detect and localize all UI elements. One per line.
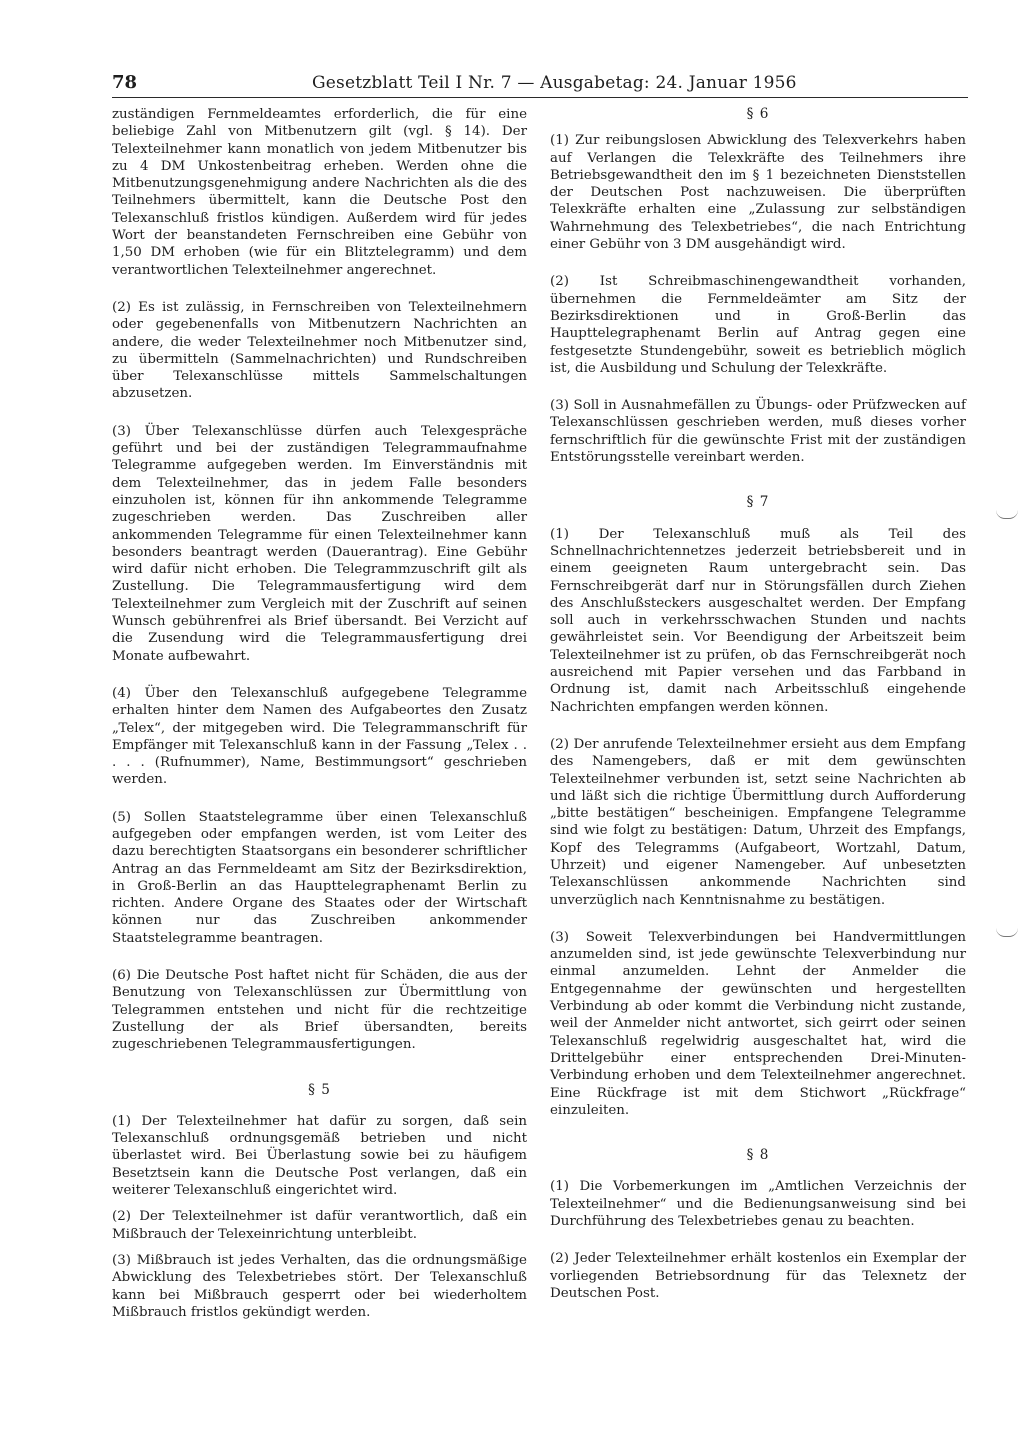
paragraph-6-2: (2) Ist Schreibmaschinengewandtheit vorhanden, übernehmen die Fernmeldeämter am Sitz der Bezirksdirektionen und in Groß-Berlin das Haupttelegraphenamt Berlin auf Antrag gegen eine festgesetzte Stundengebühr, soweit es betrieblich möglich ist, die Ausbildung und Schulung der Telexkräfte. — [550, 274, 966, 376]
paragraph-continuation: zuständigen Fernmeldeamtes erforderlich, die für eine beliebige Zahl von Mitbenutzern gilt (vgl. § 14). Der Telexteilnehmer kann monatlich von jedem Mitbenutzer bis zu 4 DM Unkostenbeitrag erheben. Werden ohne die Mitbenutzungsgenehmigung andere Nachrichten als die des Teilnehmers übermittelt, kann die Deutsche Post den Telexanschluß fristlos kündigen. Außerdem wird für jedes Wort der beanstandeten Fernschreiben eine Gebühr von 1,50 DM erhoben (wie für ein Blitztelegramm) und dem verantwortlichen Telexteilnehmer angerechnet. — [112, 107, 527, 278]
paragraph-5-3: (3) Mißbrauch ist jedes Verhalten, das die ordnungsmäßige Abwicklung des Telexbetriebes stört. Der Telexanschluß kann bei Mißbrauch gesperrt oder bei wiederholtem Mißbrauch fristlos gekündigt werden. — [112, 1252, 527, 1320]
paragraph-8-2: (2) Jeder Telexteilnehmer erhält kostenlos ein Exemplar der vorliegenden Betriebsordnung für das Telexnetz der Deutschen Post. — [550, 1251, 966, 1301]
paragraph-5-1: (1) Der Telexteilnehmer hat dafür zu sorgen, daß sein Telexanschluß ordnungsgemäß betrieben und nicht überlastet wird. Bei Überlastung sowie bei zu häufigem Besetztsein kann die Deutsche Post verlangen, daß ein weiterer Telexanschluß eingerichtet wird. — [112, 1113, 527, 1199]
paragraph-7-3: (3) Soweit Telexverbindungen bei Handvermittlungen anzumelden sind, ist jede gewünschte Telexverbindung nur einmal anzumelden. Lehnt der Anmelder die Entgegennahme der gewünschten und hergestellten Verbindung ab oder kommt die Verbindung nicht zustande, weil der Anmelder nicht antwortet, sich geirrt oder seinen Telexanschluß regelwidrig ausgeschaltet hat, wird die Drittelgebühr einer entsprechenden Drei-Minuten-Verbindung erhoben und dem Telexteilnehmer angerechnet. Eine Rückfrage ist mit dem Stichwort „Rückfrage“ einzuleiten. — [550, 929, 966, 1118]
scan-edge-mark — [996, 510, 1018, 519]
left-column — [112, 106, 527, 1321]
paragraph-6-3: (3) Soll in Ausnahmefällen zu Übungs- oder Prüfzwecken auf Telexanschlüssen geschrieben werden, muß dieses vorher fernschriftlich für die gewünschte Frist mit der zuständigen Entstörungsstelle vereinbart werden. — [550, 398, 966, 466]
section-heading-7: § 7 — [746, 494, 770, 511]
paragraph-7-2: (2) Der anrufende Telexteilnehmer ersieht aus dem Empfang des Namengebers, daß er mit dem gewünschten Telexteilnehmer verbunden ist, setzt seine Nachrichten ab und läßt sich die richtige Übermittlung durch Aufforderung „bitte bestätigen“ bescheinigen. Empfangene Telegramme sind wie folgt zu bestätigen: Datum, Uhrzeit des Empfangs, Kopf des Telegramms (Aufgabeort, Wortzahl, Datum, Uhrzeit) und eigener Namengeber. Auf unbesetzten Telexanschlüssen ankommende Nachrichten sind unverzüglich nach Kenntnisnahme zu bestätigen. — [550, 736, 966, 908]
paragraph-6-1: (1) Zur reibungslosen Abwicklung des Telexverkehrs haben auf Verlangen die Telexkräfte des Teilnehmers ihre Betriebsgewandtheit den im § 1 bezeichneten Dienststellen der Deutschen Post nachzuweisen. Die überprüften Telexkräfte erhalten eine „Zulassung zur selbständigen Wahrnehmung des Telexbetriebes“, die nach Entrichtung einer Gebühr von 3 DM ausgehändigt wird. — [550, 133, 966, 253]
header-rule — [112, 97, 968, 98]
paragraph-7-1: (1) Der Telexanschluß muß als Teil des Schnellnachrichtennetzes jederzeit betriebsbereit und in einem geeigneten Raum untergebracht sein. Das Fernschreibgerät darf nur in Störungsfällen durch Ziehen des Anschlußsteckers ausgeschaltet werden. Der Empfang soll auch in verkehrsschwachen Stunden und nachts gewährleistet sein. Vor Beendigung der Arbeitszeit beim Telexteilnehmer ist zu prüfen, ob das Fernschreibgerät noch ausreichend mit Papier versehen und das Farbband in Ordnung ist, damit nach Arbeitsschluß eingehende Nachrichten empfangen werden können. — [550, 526, 966, 715]
section-heading-8: § 8 — [746, 1147, 770, 1164]
right-column — [550, 106, 966, 1302]
page-number: 78 — [112, 72, 138, 93]
paragraph-4-5: (5) Sollen Staatstelegramme über einen Telexanschluß aufgegeben oder empfangen werden, ist vom Leiter des dazu berechtigten Staatsorgans ein besonderer schriftlicher Antrag an das Fernmeldeamt am Sitz der Bezirksdirektion, in Groß-Berlin an das Haupttelegraphenamt Berlin zu richten. Andere Organe des Staates oder der Wirtschaft können nur das Zuschreiben ankommender Staatstelegramme beantragen. — [112, 809, 527, 946]
page-title: Gesetzblatt Teil I Nr. 7 — Ausgabetag: 24. Januar 1956 — [312, 73, 797, 93]
paragraph-5-2: (2) Der Telexteilnehmer ist dafür verantwortlich, daß ein Mißbrauch der Telexeinrichtung unterbleibt. — [112, 1209, 527, 1242]
section-heading-5: § 5 — [308, 1081, 331, 1098]
paragraph-4-2: (2) Es ist zulässig, in Fernschreiben von Telexteilnehmern oder gegebenenfalls von Mitbenutzern Nachrichten an andere, die weder Telexteilnehmer noch Mitbenutzer sind, zu übermitteln (Sammelnachrichten) und Rundschreiben über Telexanschlüsse mittels Sammelschaltungen abzusetzen. — [112, 299, 527, 402]
scan-edge-mark — [996, 928, 1018, 937]
paragraph-8-1: (1) Die Vorbemerkungen im „Amtlichen Verzeichnis der Telexteilnehmer“ und die Bedienungsanweisung sind bei Durchführung des Telexbetriebes genau zu beachten. — [550, 1179, 966, 1230]
page-header — [112, 70, 967, 100]
paragraph-4-6: (6) Die Deutsche Post haftet nicht für Schäden, die aus der Benutzung von Telexanschlüssen zur Übermittlung von Telegrammen entstehen und nicht für die rechtzeitige Zustellung der als Brief übersandten, bereits zugeschriebenen Telegrammausfertigungen. — [112, 968, 527, 1053]
paragraph-4-3: (3) Über Telexanschlüsse dürfen auch Telexgespräche geführt und bei der zuständigen Telegrammaufnahme Telegramme aufgegeben werden. Im Einverständnis mit dem Telexteilnehmer, das in jedem Falle besonders einzuholen ist, können für ihn ankommende Telegramme zugeschrieben werden. Das Zuschreiben aller ankommenden Telegramme für einen Telexteilnehmer kann besonders beantragt werden (Dauerantrag). Eine Gebühr wird dafür nicht erhoben. Die Telegrammzuschrift gilt als Zustellung. Die Telegrammausfertigung wird dem Telexteilnehmer zum Vergleich mit der Zuschrift auf seinen Wunsch gebührenfrei als Brief übersandt. Bei Verzicht auf die Zusendung wird die Telegrammausfertigung drei Monate aufbewahrt. — [112, 423, 527, 664]
section-heading-6: § 6 — [746, 106, 770, 122]
paragraph-4-4: (4) Über den Telexanschluß aufgegebene Telegramme erhalten hinter dem Namen des Aufgabeortes den Zusatz „Telex“, der mitgegeben wird. Die Telegrammanschrift für Empfänger mit Telexanschluß kann in der Fassung „Telex . . . . . (Rufnummer), Name, Bestimmungsort“ geschrieben werden. — [112, 685, 527, 788]
